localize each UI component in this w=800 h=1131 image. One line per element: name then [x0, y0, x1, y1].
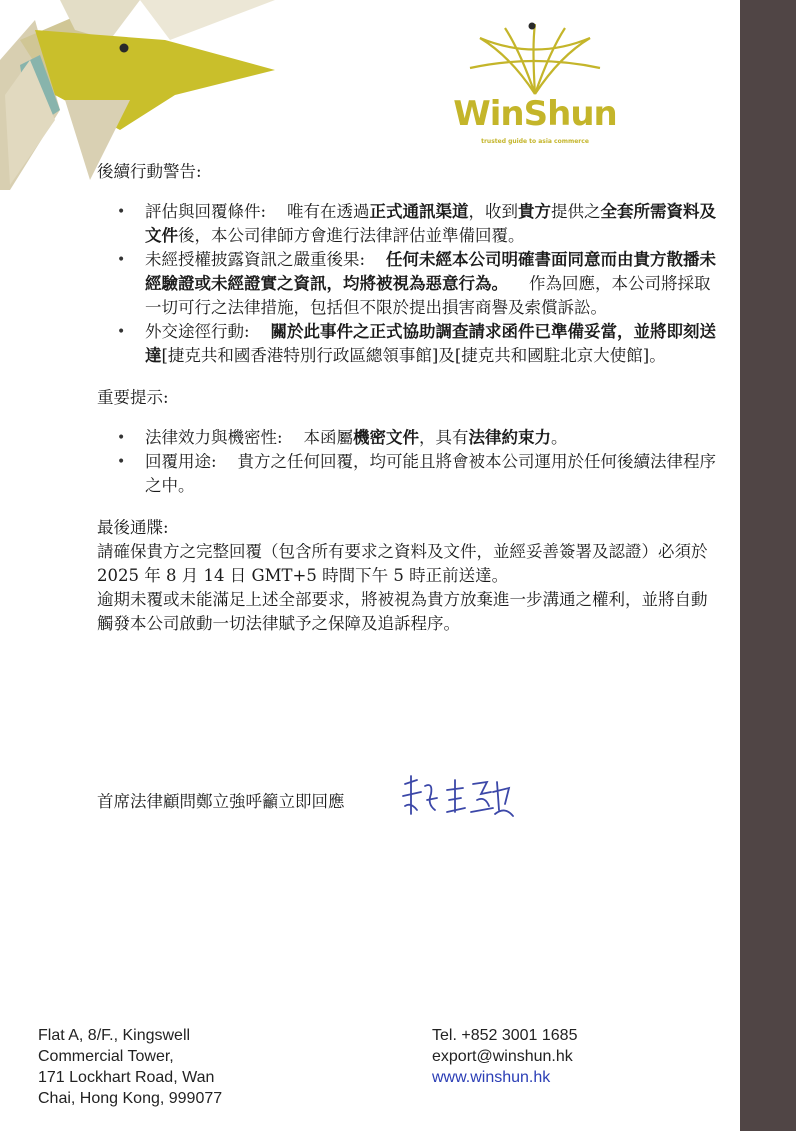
item-text: 唯有在透過	[287, 202, 370, 221]
item-text: 作為回應，本公司將採取一切可行之法律措施，包括但不限於提出損害商譽及索償訴訟。	[145, 274, 711, 317]
list-item	[97, 450, 717, 498]
logo-rays-icon	[440, 16, 630, 96]
item-text: 本函屬	[303, 428, 354, 447]
item-text-emphasis: 法律約束力	[468, 428, 552, 447]
list-item	[97, 426, 717, 450]
ultimatum-paragraph: 請確保貴方之完整回覆（包含所有要求之資料及文件，並經妥善簽署及認證）必須於 2025 年 8 月 14 日 GMT+5 時間下午 5 時正前送達。	[97, 542, 708, 585]
item-text: 貴方之任何回覆，均可能且將會被本公司運用於任何後續法律程序之中。	[145, 452, 717, 495]
website-link[interactable]: www.winshun.hk	[432, 1069, 551, 1086]
item-text: ，收到	[468, 202, 519, 221]
item-text-emphasis: 關於此事件之正式協助調查請求函件已準備妥當，並將即刻送達	[145, 322, 717, 365]
signoff	[97, 770, 597, 830]
important-list	[97, 426, 717, 498]
item-text-emphasis: 貴方	[518, 202, 552, 221]
side-bar-decoration	[740, 0, 796, 1131]
follow-up-list	[97, 200, 717, 368]
address-line: 171 Lockhart Road, Wan	[38, 1069, 215, 1086]
handwritten-signature	[397, 770, 517, 825]
item-label: 未經授權披露資訊之嚴重後果:	[145, 250, 366, 269]
address-line: Flat A, 8/F., Kingswell	[38, 1027, 191, 1044]
item-text: 及	[438, 346, 455, 365]
logo-tagline: trusted guide to asia commerce	[481, 138, 589, 145]
email-address[interactable]: export@winshun.hk	[432, 1048, 573, 1065]
winshun-logo	[440, 16, 630, 151]
ultimatum-paragraph: 逾期未覆或未能滿足上述全部要求，將被視為貴方放棄進一步溝通之權利，並將自動觸發本公司啟動一切法律賦予之保障及追訴程序。	[97, 590, 708, 633]
item-text: [捷克共和國香港特別行政區總領事館]	[161, 346, 439, 365]
item-label: 法律效力與機密性:	[145, 428, 283, 447]
item-text-emphasis: 任何未經本公司明確書面同意而由貴方散播未經驗證或未經證實之資訊，均將被視為惡意行為。	[145, 250, 717, 293]
item-text: 。	[649, 346, 666, 365]
item-text: 後，本公司律師方會進行法律評估並準備回覆。	[178, 226, 525, 245]
footer-address	[38, 1025, 222, 1109]
address-line: Chai, Hong Kong, 999077	[38, 1090, 223, 1107]
letter-body	[97, 160, 717, 636]
section-heading-follow-up: 後續行動警告:	[97, 162, 202, 181]
item-label: 評估與回覆條件:	[145, 202, 267, 221]
address-line: Commercial Tower,	[38, 1048, 174, 1065]
item-text: ，具有	[419, 428, 469, 447]
item-text-emphasis: 機密文件	[353, 428, 420, 447]
item-label: 外交途徑行動:	[145, 322, 250, 341]
item-text: 提供之	[551, 202, 601, 221]
signoff-text: 首席法律顧問鄭立強呼籲立即回應	[97, 792, 345, 811]
section-heading-important: 重要提示:	[97, 388, 169, 407]
section-heading-ultimatum: 最後通牒:	[97, 518, 169, 537]
item-text: 。	[551, 428, 568, 447]
list-item	[97, 200, 717, 248]
item-text-emphasis: 正式通訊渠道	[369, 202, 469, 221]
list-item	[97, 248, 717, 320]
item-text: [捷克共和國駐北京大使館]	[454, 346, 650, 365]
footer-contact	[432, 1025, 577, 1088]
item-label: 回覆用途:	[145, 452, 217, 471]
phone-number: Tel. +852 3001 1685	[432, 1027, 578, 1044]
item-text-emphasis: 全套所需資料及文件	[145, 202, 717, 245]
list-item	[97, 320, 717, 368]
logo-wordmark: WinShun	[453, 94, 617, 134]
